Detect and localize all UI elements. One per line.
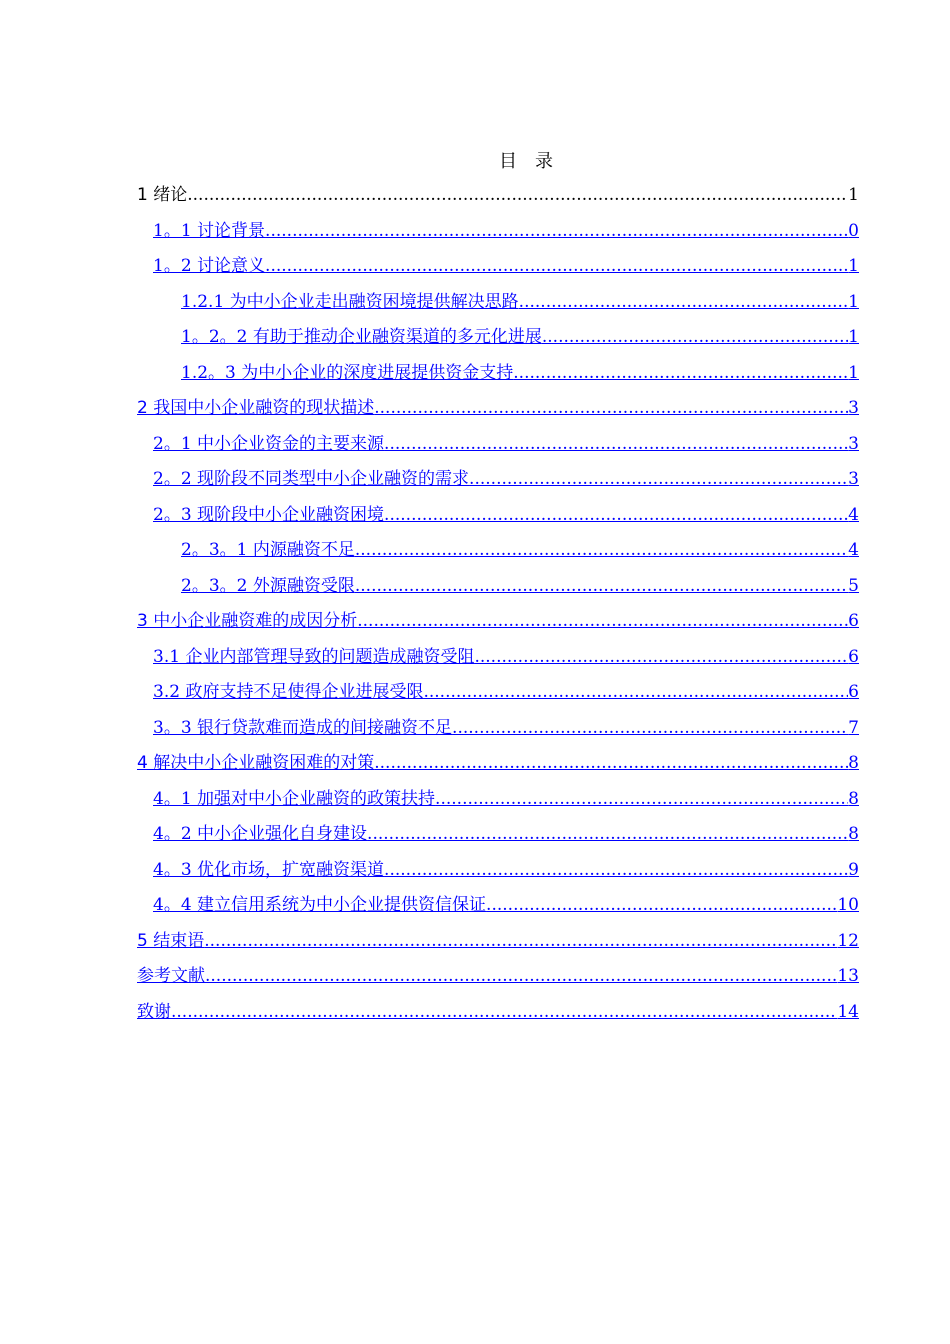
toc-entry-label: 4。1 加强对中小企业融资的政策扶持: [153, 788, 436, 809]
toc-entry-4-4[interactable]: [137, 888, 859, 924]
toc-leader-dots: [435, 782, 848, 818]
toc-entry-conclusion[interactable]: [137, 924, 859, 960]
toc-entry-label: 致谢: [137, 1001, 171, 1022]
toc-entry-page: 1: [848, 291, 859, 312]
toc-entry-page: 12: [837, 930, 859, 951]
toc-entry-page: 9: [848, 859, 859, 880]
toc-leader-dots: [384, 427, 848, 463]
toc-leader-dots: [171, 995, 837, 1031]
toc-entry-page: 13: [837, 966, 859, 986]
toc-entry-chapter-4[interactable]: [137, 746, 859, 782]
toc-entry-page: 3: [848, 398, 859, 418]
toc-entry-2-3-2[interactable]: [137, 569, 859, 605]
toc-entry-page: 6: [848, 646, 859, 667]
toc-entry-2-2[interactable]: [137, 462, 859, 498]
toc-leader-dots: [374, 746, 848, 782]
toc-entry-label: 3。3 银行贷款难而造成的间接融资不足: [153, 717, 453, 738]
toc-entry-4-1[interactable]: [137, 782, 859, 818]
toc-entry-label: 4。4 建立信用系统为中小企业提供资信保证: [153, 895, 487, 915]
toc-entry-page: 3: [848, 433, 859, 454]
toc-entry-label: 1.2.1 为中小企业走出融资困境提供解决思路: [181, 291, 519, 312]
toc-entry-page: 1: [848, 327, 859, 347]
toc-leader-dots: [374, 391, 848, 427]
toc-entry-3-3[interactable]: [137, 711, 859, 747]
toc-entry-page: 8: [848, 824, 859, 844]
toc-leader-dots: [519, 285, 849, 321]
toc-leader-dots: [355, 569, 848, 605]
toc-entry-page: 10: [837, 895, 859, 915]
toc-leader-dots: [542, 320, 848, 356]
toc-entry-label: 2 我国中小企业融资的现状描述: [137, 398, 375, 418]
toc-entry-page: 1: [848, 362, 859, 383]
toc-entry-page: 8: [848, 788, 859, 809]
toc-leader-dots: [357, 604, 848, 640]
toc-entry-page: 1: [848, 256, 859, 276]
toc-entry-research-significance[interactable]: [137, 249, 859, 285]
toc-entry-label: 5 结束语: [137, 930, 205, 951]
toc-entry-acknowledgements[interactable]: [137, 995, 859, 1031]
toc-entry-chapter-3[interactable]: [137, 604, 859, 640]
toc-leader-dots: [367, 817, 848, 853]
toc-entry-3-1[interactable]: [137, 640, 859, 676]
toc-entry-label: 4。3 优化市场，扩宽融资渠道: [153, 859, 385, 880]
toc-leader-dots: [423, 675, 848, 711]
toc-entry-introduction[interactable]: [137, 178, 859, 214]
toc-leader-dots: [265, 214, 848, 250]
toc-entry-chapter-2[interactable]: [137, 391, 859, 427]
toc-leader-dots: [486, 888, 837, 924]
toc-entry-1-2-2[interactable]: [137, 320, 859, 356]
toc-entry-label: 3.1 企业内部管理导致的问题造成融资受阻: [153, 646, 475, 667]
toc-entry-page: 6: [848, 682, 859, 702]
toc-leader-dots: [452, 711, 848, 747]
toc-entry-2-3[interactable]: [137, 498, 859, 534]
toc-leader-dots: [204, 924, 837, 960]
toc-entry-research-background[interactable]: [137, 214, 859, 250]
toc-entry-label: 2。2 现阶段不同类型中小企业融资的需求: [153, 469, 470, 489]
toc-entry-label: 4。2 中小企业强化自身建设: [153, 824, 368, 844]
toc-leader-dots: [205, 959, 837, 995]
toc-entry-4-3[interactable]: [137, 853, 859, 889]
toc-entry-label: 4 解决中小企业融资困难的对策: [137, 753, 375, 773]
toc-entry-label: 3.2 政府支持不足使得企业进展受限: [153, 682, 424, 702]
toc-entry-2-3-1[interactable]: [137, 533, 859, 569]
toc-entry-1-2-3[interactable]: [137, 356, 859, 392]
toc-entry-page: 14: [837, 1001, 859, 1022]
toc-leader-dots: [265, 249, 848, 285]
toc-entry-label: 参考文献: [137, 966, 205, 986]
toc-entry-label: 1 绪论: [137, 185, 188, 205]
toc-leader-dots: [384, 498, 848, 534]
toc-entry-page: 1: [848, 185, 859, 205]
toc-entry-1-2-1[interactable]: [137, 285, 859, 321]
toc-entry-page: 7: [848, 717, 859, 738]
toc-leader-dots: [469, 462, 848, 498]
toc-entry-label: 2。3。1 内源融资不足: [181, 540, 355, 560]
toc-entry-label: 1。2。2 有助于推动企业融资渠道的多元化进展: [181, 327, 542, 347]
toc-leader-dots: [474, 640, 848, 676]
toc-entry-label: 2。3。2 外源融资受限: [181, 575, 355, 596]
toc-entry-4-2[interactable]: [137, 817, 859, 853]
toc-entry-page: 8: [848, 753, 859, 773]
toc-entry-3-2[interactable]: [137, 675, 859, 711]
toc-entry-page: 4: [848, 504, 859, 525]
toc-leader-dots: [513, 356, 848, 392]
toc-entry-label: 2。3 现阶段中小企业融资困境: [153, 504, 385, 525]
toc-entry-2-1[interactable]: [137, 427, 859, 463]
toc-leader-dots: [187, 178, 848, 214]
toc-entry-page: 5: [848, 575, 859, 596]
toc-entry-page: 3: [848, 469, 859, 489]
toc-entry-page: 6: [848, 611, 859, 631]
toc-entry-label: 3 中小企业融资难的成因分析: [137, 611, 358, 631]
toc-entry-label: 1.2。3 为中小企业的深度进展提供资金支持: [181, 362, 514, 383]
toc-entry-references[interactable]: [137, 959, 859, 995]
toc-entry-label: 1。1 讨论背景: [153, 220, 266, 241]
toc-leader-dots: [384, 853, 848, 889]
toc-entry-page: 4: [848, 540, 859, 560]
table-of-contents: [137, 178, 859, 1030]
toc-leader-dots: [355, 533, 848, 569]
toc-entry-page: 0: [848, 220, 859, 241]
toc-entry-label: 1。2 讨论意义: [153, 256, 266, 276]
toc-entry-label: 2。1 中小企业资金的主要来源: [153, 433, 385, 454]
page-title: 目 录: [499, 151, 553, 172]
